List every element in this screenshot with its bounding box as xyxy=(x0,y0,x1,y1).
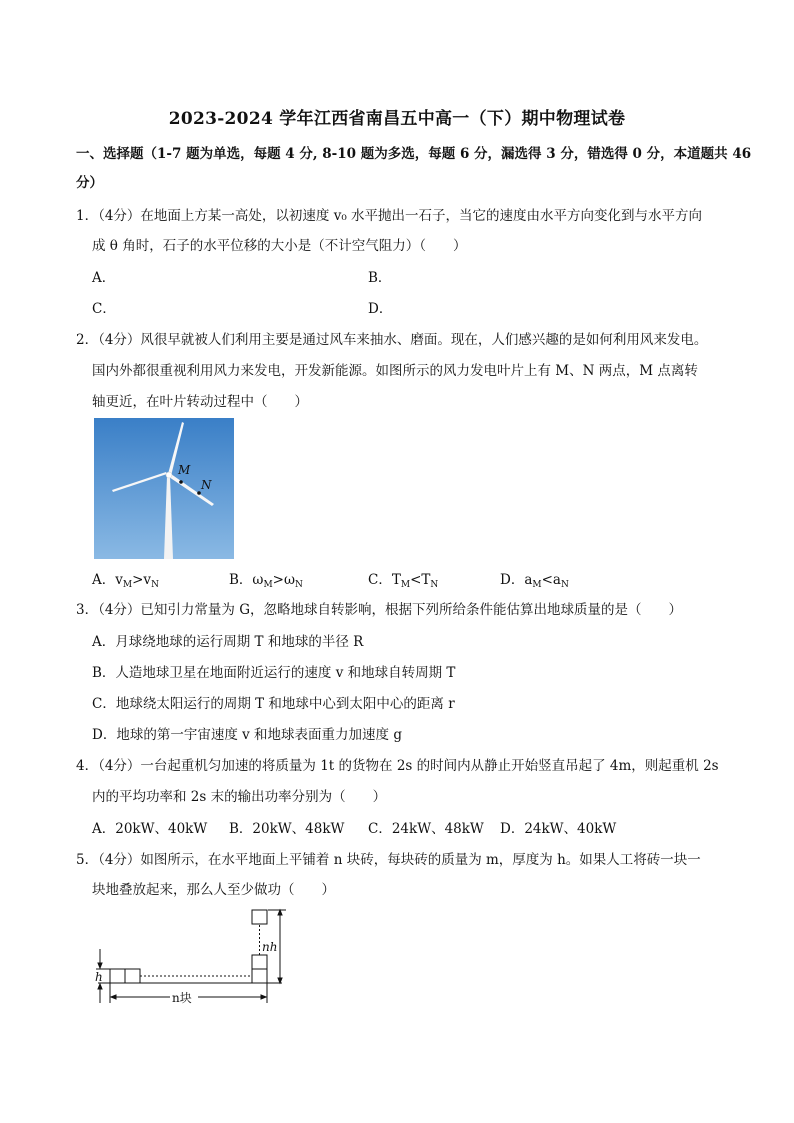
sky-background xyxy=(94,418,234,559)
q1-option-a: A． xyxy=(92,270,116,286)
h-arrowhead-top xyxy=(98,963,102,968)
n-blocks-label: n块 xyxy=(172,991,192,1005)
exam-title: 2023-2024 学年江西省南昌五中高一（下）期中物理试卷 xyxy=(168,109,626,129)
flat-brick-2 xyxy=(125,969,140,983)
q4-option-a: A．20kW、40kW xyxy=(92,821,208,837)
q5-stem-line1: 5．（4分）如图所示，在水平地面上平铺着 n 块砖，每块砖的质量为 m，厚度为 h。如果人工将砖一块一 xyxy=(76,852,701,868)
turbine-hub xyxy=(166,472,172,478)
q4-option-c: C．24kW、48kW xyxy=(368,821,484,837)
nh-label: nh xyxy=(262,940,278,954)
q2-option-c: C．$T_M<T_N$ xyxy=(368,572,439,590)
stack-brick-2 xyxy=(252,955,267,969)
q4-option-b: B．20kW、48kW xyxy=(229,821,345,837)
q2-stem-line3: 轴更近，在叶片转动过程中（ ） xyxy=(92,394,308,410)
section-header-line1: 一、选择题（1-7 题为单选，每题 4 分, 8-10 题为多选，每题 6 分，漏选得 3 分，错选得 0 分，本道题共 46 xyxy=(76,146,752,162)
q5-stem-line2: 块地叠放起来，那么人至少做功（ ） xyxy=(92,882,335,898)
stack-brick-1 xyxy=(252,969,267,983)
q3-option-c: C．地球绕太阳运行的周期 T 和地球中心到太阳中心的距离 r xyxy=(92,696,455,712)
q4-stem-line2: 内的平均功率和 2s 末的输出功率分别为（ ） xyxy=(92,789,387,805)
q4-stem-line1: 4．（4分）一台起重机匀加速的将质量为 1t 的货物在 2s 的时间内从静止开始竖直吊起了 4m，则起重机 2s xyxy=(76,758,719,774)
q2-stem-line2: 国内外都很重视利用风力来发电，开发新能源。如图所示的风力发电叶片上有 M、N 两点，M 点离转 xyxy=(92,363,698,379)
q1-stem-line1: 1．（4分）在地面上方某一高处，以初速度 v₀ 水平抛出一石子，当它的速度由水平方向变化到与水平方向 xyxy=(76,208,703,224)
q1-option-d: D． xyxy=(368,301,393,317)
point-m-dot xyxy=(179,480,183,484)
point-m-label: M xyxy=(178,463,191,477)
q3-stem: 3．（4分）已知引力常量为 G，忽略地球自转影响，根据下列所给条件能估算出地球质量的是（ ） xyxy=(76,602,683,618)
h-label: h xyxy=(95,970,103,984)
n-span-arrowhead-left xyxy=(111,995,116,999)
q3-option-b: B．人造地球卫星在地面附近运行的速度 v 和地球自转周期 T xyxy=(92,665,456,681)
nh-arrowhead-bottom xyxy=(278,978,282,983)
q3-option-d: D．地球的第一宇宙速度 v 和地球表面重力加速度 g xyxy=(92,727,402,743)
q2-stem-line1: 2．（4分）风很早就被人们利用主要是通过风车来抽水、磨面。现在，人们感兴趣的是如何利用风来发电。 xyxy=(76,332,708,348)
n-span-arrowhead-right xyxy=(261,995,266,999)
q1-stem-line2: 成 θ 角时，石子的水平位移的大小是（不计空气阻力）（ ） xyxy=(92,238,467,254)
flat-brick-1 xyxy=(110,969,125,983)
q1-option-b: B． xyxy=(368,270,392,286)
nh-arrowhead-top xyxy=(278,910,282,915)
q2-option-d: D．$a_M<a_N$ xyxy=(500,572,569,590)
section-header-line2: 分） xyxy=(76,175,103,191)
point-n-label: N xyxy=(201,478,212,492)
wind-turbine-figure xyxy=(94,418,234,559)
bricks-figure xyxy=(90,905,290,1010)
q2-option-b: B．$\omega_M>\omega_N$ xyxy=(229,572,303,590)
q1-option-c: C． xyxy=(92,301,116,317)
q3-option-a: A．月球绕地球的运行周期 T 和地球的半径 R xyxy=(92,634,364,650)
q2-option-a: A．$v_M>v_N$ xyxy=(92,572,159,590)
q4-option-d: D．24kW、40kW xyxy=(500,821,617,837)
h-arrowhead-bottom xyxy=(98,984,102,989)
stack-brick-top xyxy=(252,910,267,924)
